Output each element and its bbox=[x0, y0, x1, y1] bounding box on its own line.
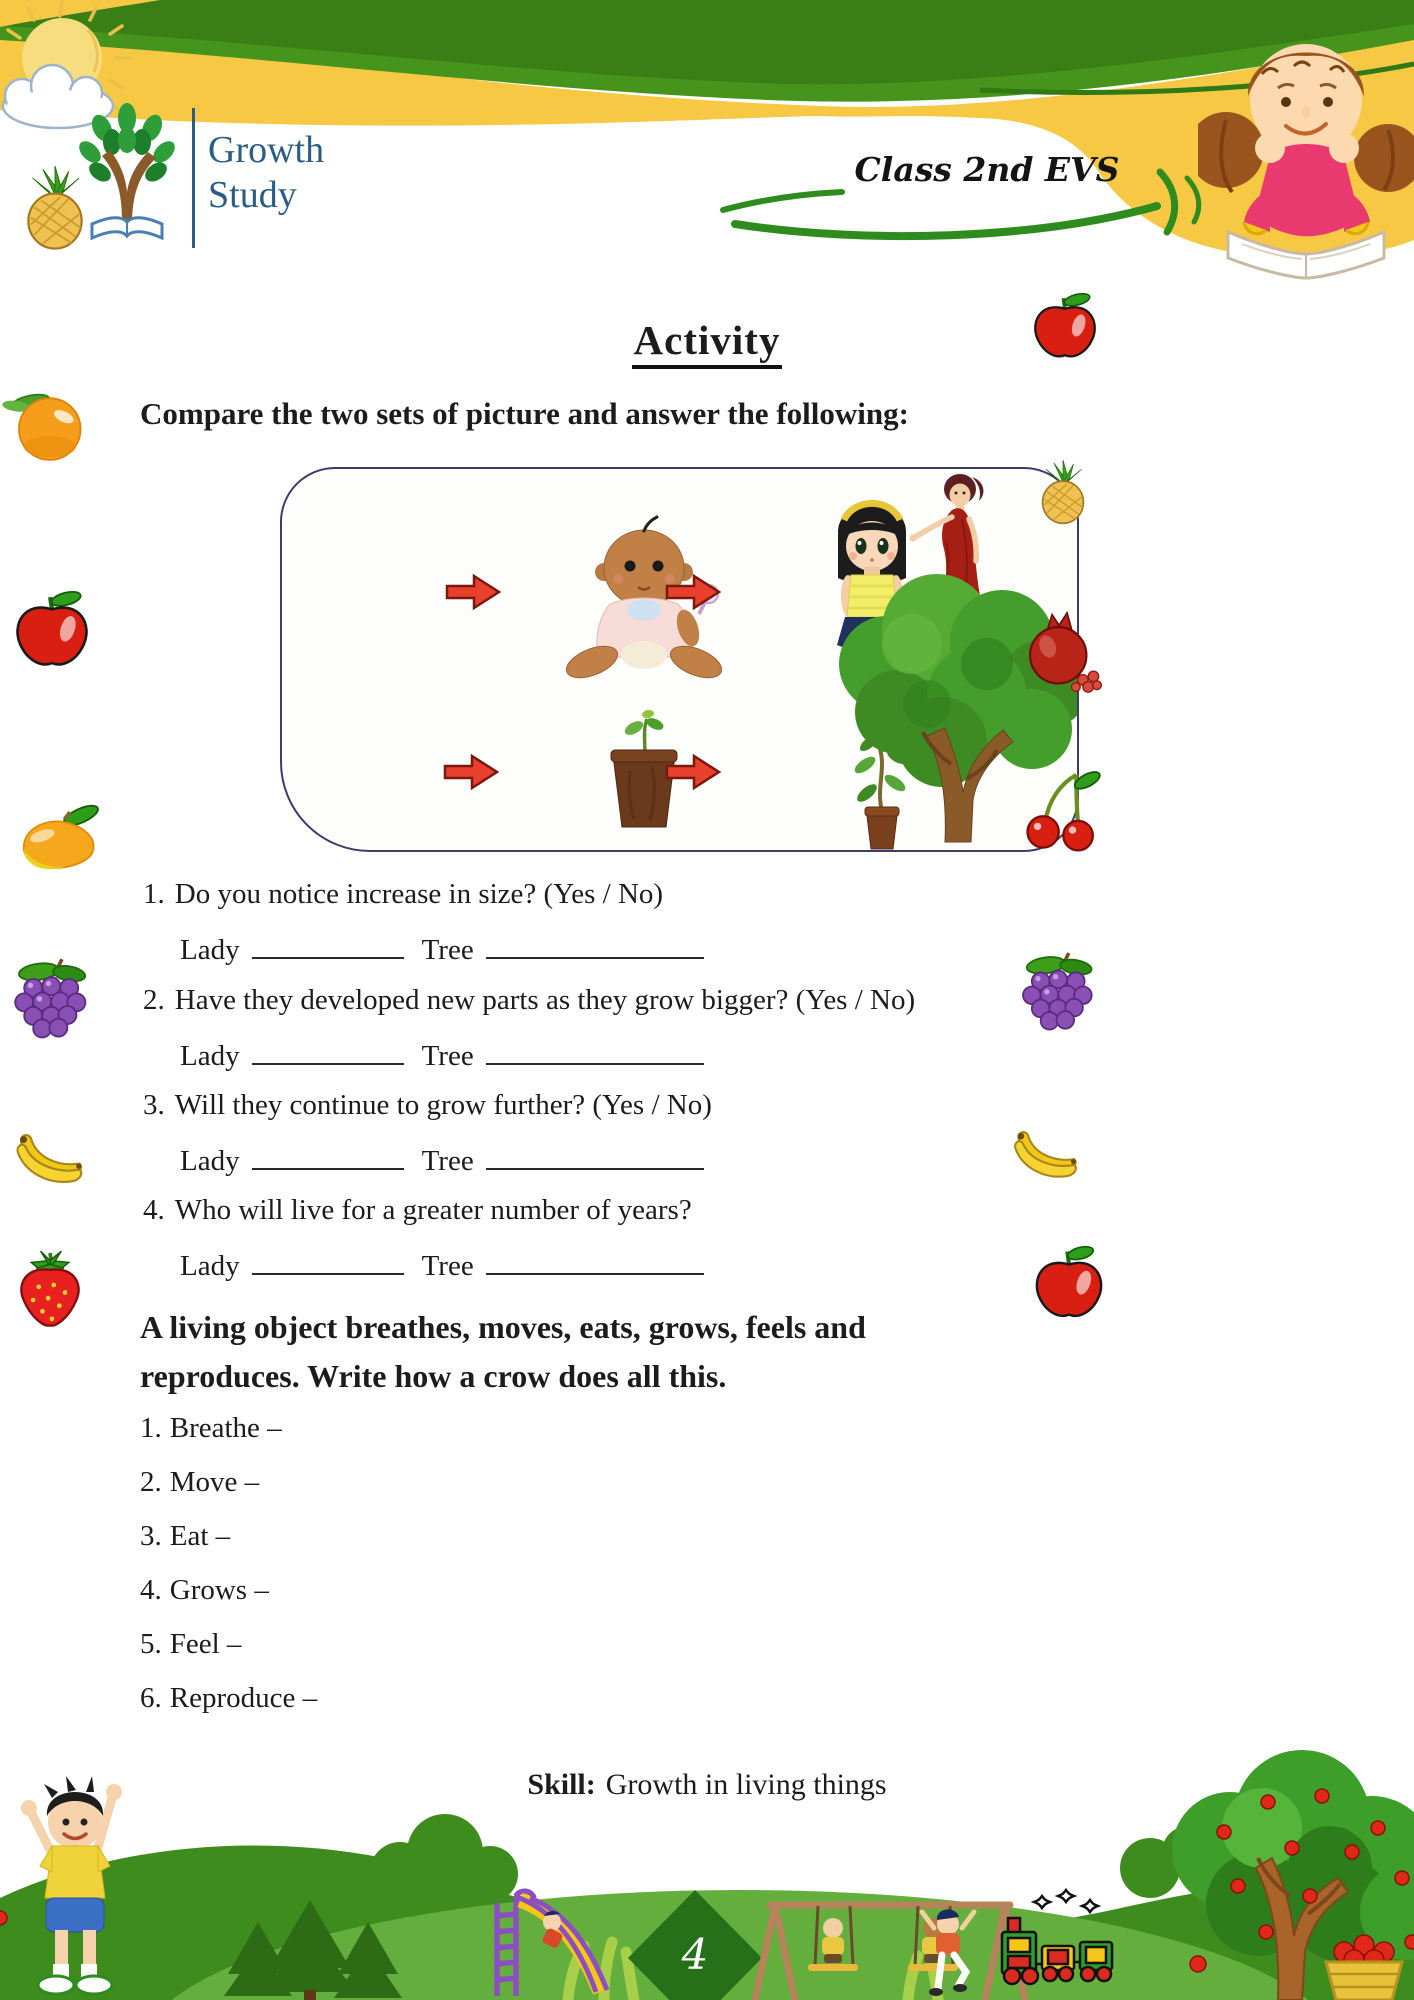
crow-item-number: 5. bbox=[140, 1628, 162, 1660]
growth-study-logo bbox=[72, 100, 412, 260]
apple-basket-icon bbox=[1326, 1935, 1402, 2000]
crow-item-number: 6. bbox=[140, 1682, 162, 1714]
tree-answer-blank bbox=[486, 1142, 704, 1170]
crow-item-number: 3. bbox=[140, 1520, 162, 1552]
lady-label: Lady bbox=[180, 1040, 240, 1072]
question-text: Do you notice increase in size? (Yes / No) bbox=[174, 878, 664, 910]
question-number: 3. bbox=[143, 1089, 165, 1121]
question-text: Will they continue to grow further? (Yes / No) bbox=[174, 1089, 712, 1121]
lady-answer-blank bbox=[252, 1142, 404, 1170]
lady-label: Lady bbox=[180, 1145, 240, 1177]
crow-item-number: 2. bbox=[140, 1466, 162, 1498]
lady-answer-blank bbox=[252, 931, 404, 959]
logo-text-line1: Growth bbox=[208, 129, 325, 171]
crow-item-label: Eat – bbox=[169, 1520, 231, 1552]
logo-divider bbox=[192, 108, 195, 248]
question-1 bbox=[143, 878, 663, 911]
crow-item-number: 1. bbox=[140, 1412, 162, 1444]
banana-icon bbox=[1004, 1110, 1092, 1192]
apple-icon bbox=[2, 583, 102, 671]
answer-blank-row-2 bbox=[180, 1037, 722, 1073]
strawberry-icon bbox=[0, 1238, 100, 1332]
crow-statement bbox=[140, 1303, 1000, 1401]
tree-label: Tree bbox=[421, 1040, 474, 1072]
question-2 bbox=[143, 984, 915, 1017]
pineapple-icon bbox=[6, 166, 104, 252]
bush-icon bbox=[370, 1814, 1214, 1902]
steam-puff-icon bbox=[1034, 1890, 1098, 1912]
activity-title-text: Activity bbox=[632, 317, 783, 369]
skill-text: Growth in living things bbox=[605, 1768, 887, 1801]
banana-icon bbox=[4, 1112, 100, 1198]
class-badge: Class 2nd EVS bbox=[854, 150, 1120, 189]
apple-icon bbox=[1028, 1238, 1110, 1324]
crow-item-move bbox=[140, 1466, 259, 1499]
question-number: 4. bbox=[143, 1194, 165, 1226]
lady-answer-blank bbox=[252, 1037, 404, 1065]
skill-label: Skill: bbox=[527, 1768, 596, 1801]
lady-label: Lady bbox=[180, 934, 240, 966]
question-text: Who will live for a greater number of years? bbox=[174, 1194, 692, 1226]
grapes-icon bbox=[2, 952, 104, 1042]
arrow-right-icon bbox=[447, 576, 499, 608]
tree-label: Tree bbox=[421, 934, 474, 966]
answer-blank-row-4 bbox=[180, 1247, 722, 1283]
crow-item-label: Move – bbox=[169, 1466, 260, 1498]
question-4 bbox=[143, 1194, 692, 1227]
reading-girl-illustration bbox=[1198, 0, 1414, 280]
logo-text-line2: Study bbox=[208, 174, 297, 216]
question-number: 1. bbox=[143, 878, 165, 910]
pomegranate-icon bbox=[1016, 606, 1104, 694]
crow-item-label: Feel – bbox=[169, 1628, 242, 1660]
arrow-right-icon bbox=[445, 756, 497, 788]
crow-item-label: Reproduce – bbox=[169, 1682, 318, 1714]
badge-swoosh-icon bbox=[705, 160, 1225, 255]
crow-item-number: 4. bbox=[140, 1574, 162, 1606]
orange-icon bbox=[0, 378, 100, 466]
question-text: Have they developed new parts as they grow bigger? (Yes / No) bbox=[174, 984, 916, 1016]
lady-answer-blank bbox=[252, 1247, 404, 1275]
crow-item-breathe bbox=[140, 1412, 282, 1445]
lady-label: Lady bbox=[180, 1250, 240, 1282]
crow-item-label: Breathe – bbox=[169, 1412, 282, 1444]
crow-item-label: Grows – bbox=[169, 1574, 269, 1606]
tree-answer-blank bbox=[486, 1037, 704, 1065]
tree-answer-blank bbox=[486, 1247, 704, 1275]
tree-label: Tree bbox=[421, 1250, 474, 1282]
tree-answer-blank bbox=[486, 931, 704, 959]
activity-title bbox=[0, 316, 1414, 364]
section-heading: Compare the two sets of picture and answer the following: bbox=[140, 396, 909, 431]
crow-statement-line1: A living object breathes, moves, eats, grows, feels and bbox=[140, 1309, 866, 1345]
picture-comparison-box bbox=[280, 467, 1079, 852]
crow-statement-line2: reproduces. Write how a crow does all this. bbox=[140, 1358, 727, 1394]
crow-item-feel bbox=[140, 1628, 241, 1661]
page-number: 4 bbox=[681, 1930, 709, 1979]
crow-item-eat bbox=[140, 1520, 230, 1553]
mango-icon bbox=[2, 788, 112, 880]
question-3 bbox=[143, 1089, 712, 1122]
apple-icon bbox=[1026, 286, 1104, 362]
crow-item-grows bbox=[140, 1574, 269, 1607]
answer-blank-row-1 bbox=[180, 931, 722, 967]
pineapple-icon bbox=[1030, 452, 1096, 534]
question-number: 2. bbox=[143, 984, 165, 1016]
tree-label: Tree bbox=[421, 1145, 474, 1177]
cherries-icon bbox=[1010, 760, 1102, 856]
answer-blank-row-3 bbox=[180, 1142, 722, 1178]
grapes-icon bbox=[1014, 946, 1106, 1034]
